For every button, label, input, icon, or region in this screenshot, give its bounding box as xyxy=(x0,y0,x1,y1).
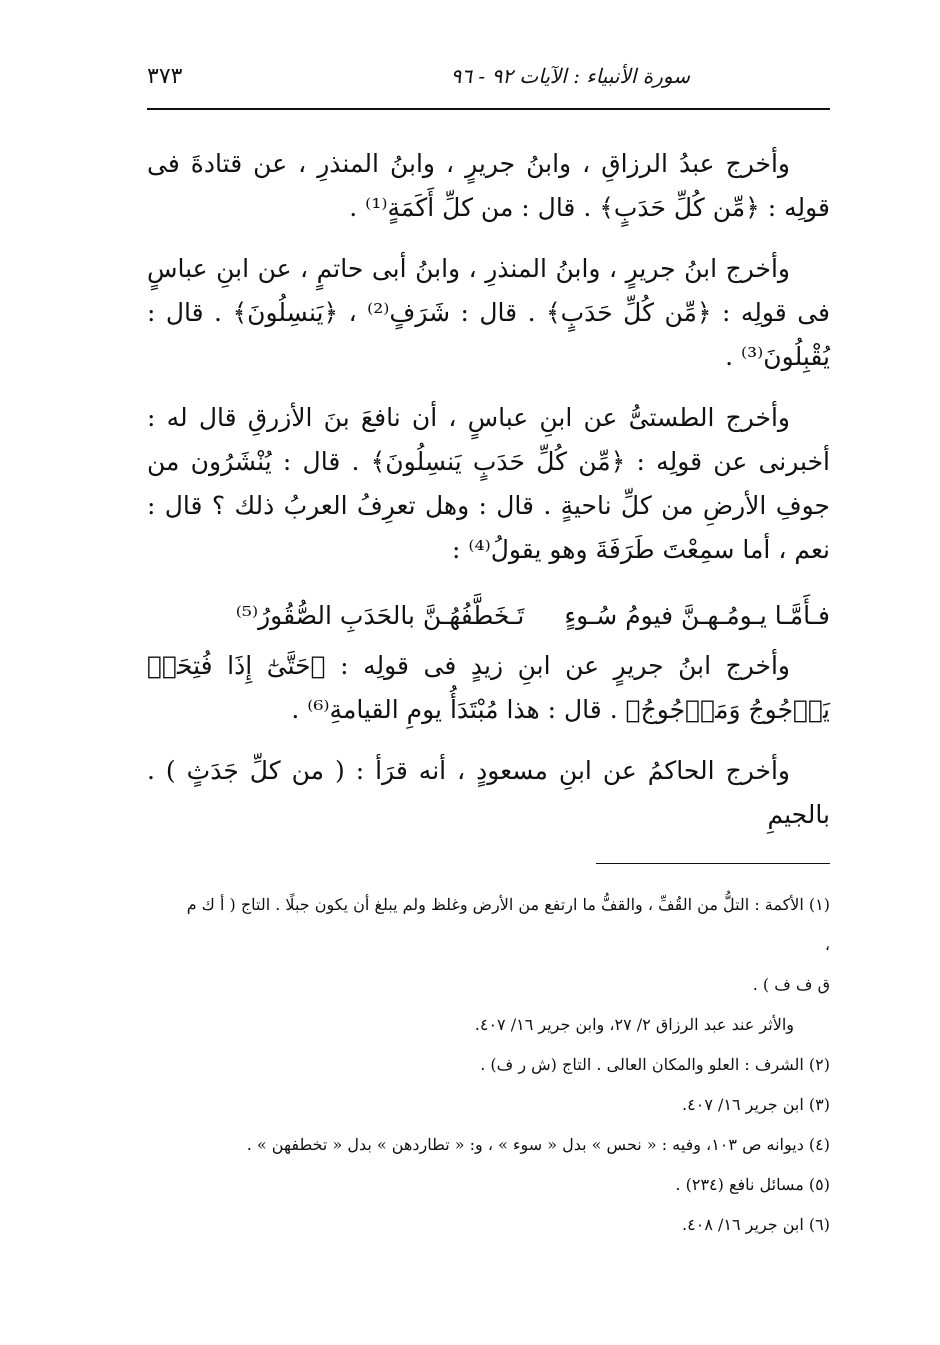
footnote-5: (٥) مسائل نافع (٢٣٤) . xyxy=(675,1175,830,1194)
running-title: سورة الأنبياء : الآيات ٩٢ - ٩٦ xyxy=(450,64,690,88)
paragraph-3: وأخرج الطستىُّ عن ابنِ عباسٍ ، أن نافعَ بنَ الأزرقِ قال له : أخبرنى عن قولِه : ﴿مِّن كُلِّ حَدَبٍ يَنسِلُونَ﴾ . قال : يُنْشَرُون من جوفِ الأرضِ من كلِّ ناحيةٍ . قال : وهل تعرِفُ العربُ ذلك ؟ قال : نعم ، أما سمِعْتَ طَرَفَةَ وهو يقولُ⁽⁴⁾ : xyxy=(147,403,830,564)
poetry-verse xyxy=(147,594,830,638)
verse-second-hemistich: تَـخَطَّفُهُـنَّ بالحَدَبِ الصُّقُورُ⁽⁵⁾ xyxy=(235,601,525,630)
footnote-1-continuation: ق ف ف ) . xyxy=(752,975,830,994)
page-number: ٣٧٣ xyxy=(147,64,183,89)
verse-first-hemistich: فـأَمَّـا يـومُـهـنَّ فيومُ سُـوءٍ xyxy=(564,601,830,630)
footnotes xyxy=(185,885,830,1245)
footnote-1: (١) الأكمة : التلُّ من القُفِّ ، والقفُّ ما ارتفع من الأرض وغلظ ولم يبلغ أن يكون جبلًا . التاج ( أ ك م ، xyxy=(186,895,830,954)
page-header xyxy=(147,62,830,98)
footnote-1-source: والأثر عند عبد الرزاق ٢/ ٢٧، وابن جرير ١٦/ ٤٠٧. xyxy=(474,1015,794,1034)
footnote-6: (٦) ابن جرير ١٦/ ٤٠٨. xyxy=(682,1215,830,1234)
paragraph-2: وأخرج ابنُ جريرٍ ، وابنُ المنذرِ ، وابنُ أبى حاتمٍ ، عن ابنِ عباسٍ فى قولِه : ﴿مِّن كُلِّ حَدَبٍ﴾ . قال : شَرَفٍ⁽²⁾ ، ﴿يَنسِلُونَ﴾ . قال : يُقْبِلُونَ⁽³⁾ . xyxy=(147,254,830,371)
footnote-2: (٢) الشرف : العلو والمكان العالى . التاج (ش ر ف) . xyxy=(480,1055,830,1074)
header-rule xyxy=(147,108,830,110)
footnote-4: (٤) ديوانه ص ١٠٣، وفيه : « نحس » بدل « سوء » ، و: « تطاردهن » بدل « تخطفهن » . xyxy=(246,1135,830,1154)
paragraph-1: وأخرج عبدُ الرزاقِ ، وابنُ جريرٍ ، وابنُ المنذرِ ، عن قتادةَ فى قولِه : ﴿مِّن كُلِّ حَدَبٍ﴾ . قال : من كلِّ أَكَمَةٍ⁽¹⁾ . xyxy=(147,149,830,222)
footnote-3: (٣) ابن جرير ١٦/ ٤٠٧. xyxy=(682,1095,830,1114)
footnote-rule xyxy=(596,863,830,864)
main-text xyxy=(147,142,830,854)
paragraph-5: وأخرج الحاكمُ عن ابنِ مسعودٍ ، أنه قرَأ : ( من كلِّ جَدَثٍ ) . بالجيمِ xyxy=(147,756,830,829)
paragraph-4: وأخرج ابنُ جريرٍ عن ابنِ زيدٍ فى قولِه : ﴿حَتَّىٰٓ إِذَا فُتِحَتۡ يَأۡجُوجُ وَمَأۡجُوجُ﴾ . قال : هذا مُبْتَدَأُ يومِ القيامةِ⁽⁶⁾ . xyxy=(147,651,830,724)
